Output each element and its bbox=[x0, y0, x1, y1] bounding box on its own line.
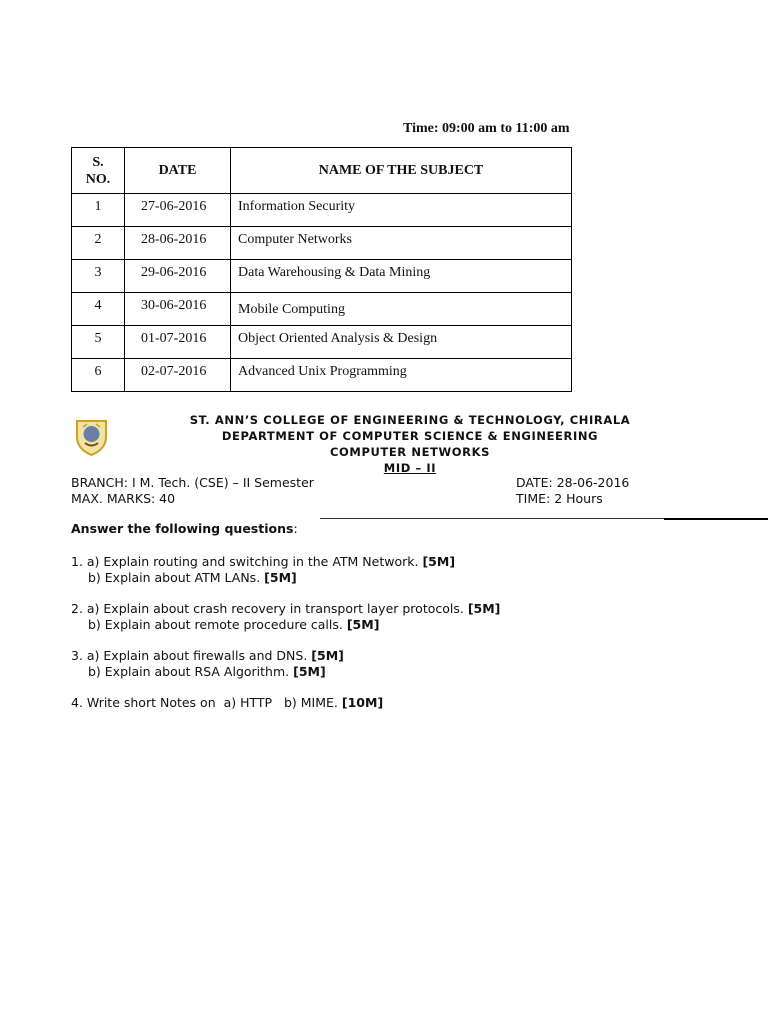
instructions bbox=[71, 521, 298, 536]
divider-line-thick bbox=[664, 518, 768, 520]
question-part: 2. a) Explain about crash recovery in transport layer protocols. [5M] bbox=[71, 601, 501, 616]
question-item bbox=[71, 695, 500, 711]
question-part: b) Explain about remote procedure calls. [5M] bbox=[88, 617, 380, 632]
date-cell: 29-06-2016 bbox=[125, 260, 231, 293]
sno-cell: 6 bbox=[72, 359, 125, 392]
max-marks: MAX. MARKS: 40 bbox=[71, 491, 176, 506]
exam-mid: MID – II bbox=[383, 461, 437, 475]
exam-date: DATE: 28-06-2016 bbox=[516, 475, 630, 490]
exam-paper-header bbox=[130, 412, 690, 476]
marks-label: [5M] bbox=[264, 570, 297, 585]
subject-cell: Data Warehousing & Data Mining bbox=[231, 260, 572, 293]
table-row bbox=[72, 194, 572, 227]
exam-time-header: Time: 09:00 am to 11:00 am bbox=[403, 121, 570, 136]
sno-cell: 5 bbox=[72, 326, 125, 359]
exam-subject: COMPUTER NETWORKS bbox=[329, 445, 491, 459]
table-row bbox=[72, 326, 572, 359]
question-item bbox=[71, 554, 500, 586]
question-item bbox=[71, 648, 500, 680]
question-part: b) Explain about RSA Algorithm. [5M] bbox=[88, 664, 326, 679]
question-part: 4. Write short Notes on a) HTTP b) MIME. [10M] bbox=[71, 695, 384, 710]
subject-cell: Mobile Computing bbox=[231, 293, 572, 326]
marks-label: [5M] bbox=[467, 601, 501, 616]
sno-cell: 3 bbox=[72, 260, 125, 293]
instruction-text: Answer the following questions bbox=[71, 521, 294, 536]
marks-label: [5M] bbox=[422, 554, 456, 569]
subject-header: NAME OF THE SUBJECT bbox=[231, 148, 572, 194]
date-cell: 27-06-2016 bbox=[125, 194, 231, 227]
table-header-row bbox=[72, 148, 572, 194]
table-row bbox=[72, 293, 572, 326]
question-part: 3. a) Explain about firewalls and DNS. [5M] bbox=[71, 648, 344, 663]
question-part: b) Explain about ATM LANs. [5M] bbox=[88, 570, 297, 585]
table-row bbox=[72, 260, 572, 293]
college-name: ST. ANN’S COLLEGE OF ENGINEERING & TECHNOLOGY, CHIRALA bbox=[189, 413, 631, 427]
question-part: 1. a) Explain routing and switching in the ATM Network. [5M] bbox=[71, 554, 456, 569]
department-name: DEPARTMENT OF COMPUTER SCIENCE & ENGINEERING bbox=[221, 429, 599, 443]
date-cell: 01-07-2016 bbox=[125, 326, 231, 359]
date-cell: 28-06-2016 bbox=[125, 227, 231, 260]
table-row bbox=[72, 359, 572, 392]
branch-info: BRANCH: I M. Tech. (CSE) – II Semester bbox=[71, 475, 314, 490]
marks-label: [10M] bbox=[341, 695, 384, 710]
subject-cell: Information Security bbox=[231, 194, 572, 227]
exam-duration: TIME: 2 Hours bbox=[516, 491, 603, 506]
table-row bbox=[72, 227, 572, 260]
sno-cell: 2 bbox=[72, 227, 125, 260]
subject-cell: Object Oriented Analysis & Design bbox=[231, 326, 572, 359]
college-logo bbox=[73, 417, 110, 457]
date-cell: 02-07-2016 bbox=[125, 359, 231, 392]
question-item bbox=[71, 601, 500, 633]
subject-cell: Computer Networks bbox=[231, 227, 572, 260]
instruction-colon: : bbox=[293, 521, 298, 536]
marks-label: [5M] bbox=[311, 648, 344, 663]
subject-cell: Advanced Unix Programming bbox=[231, 359, 572, 392]
date-cell: 30-06-2016 bbox=[125, 293, 231, 326]
date-header: DATE bbox=[125, 148, 231, 194]
sno-cell: 1 bbox=[72, 194, 125, 227]
question-list bbox=[71, 554, 500, 726]
sno-header: S. NO. bbox=[72, 148, 125, 194]
marks-label: [5M] bbox=[293, 664, 326, 679]
exam-schedule-table bbox=[71, 147, 572, 392]
marks-label: [5M] bbox=[346, 617, 380, 632]
sno-cell: 4 bbox=[72, 293, 125, 326]
